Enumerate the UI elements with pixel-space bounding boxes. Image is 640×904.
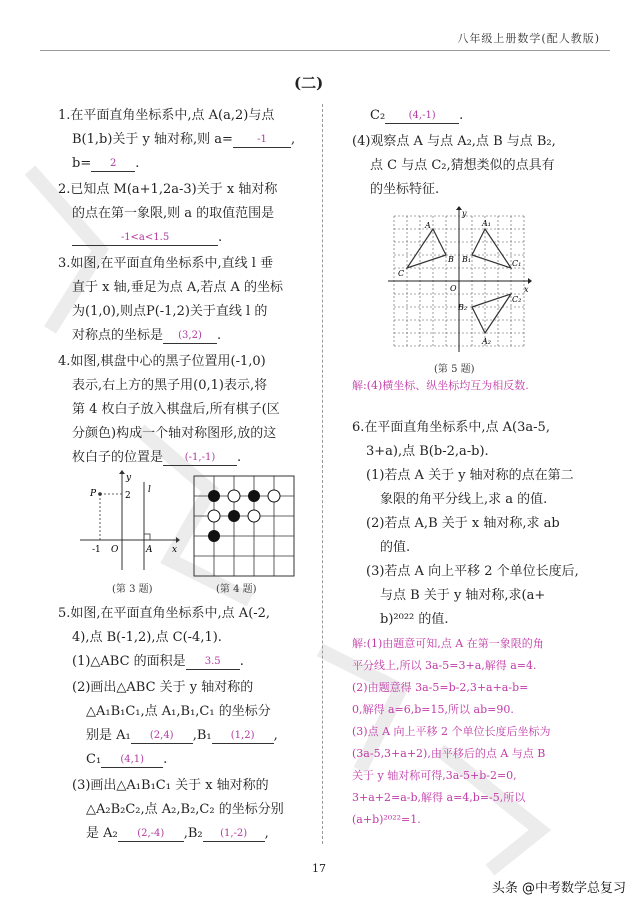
q6-solution-3: (2)由题意得 3a-5=b-2,3+a+a-b= (352, 681, 529, 694)
figure-5-coordinate-grid (384, 206, 534, 356)
q4-text: 枚白子的位置是 (72, 450, 164, 465)
q1-answer-b: 2 (91, 157, 135, 172)
fig3-label-neg1: -1 (92, 545, 101, 555)
q5-line1: 5.如图,在平面直角坐标系中,点 A(-2, (58, 606, 271, 621)
fig3-caption: (第 3 题) (112, 584, 153, 595)
fig5-label-A2: A₂ (482, 337, 491, 346)
q6-part3-line3: b)²⁰²² 的值. (380, 612, 449, 627)
q1-text: B(1,b)关于 y 轴对称,则 a= (72, 132, 233, 147)
q3-answer: (3,2) (163, 329, 217, 344)
q6-part3-line1: (3)若点 A 向上平移 2 个单位长度后, (366, 564, 579, 579)
fig5-label-y: y (462, 209, 467, 218)
q5-part2-line2: △A₁B₁C₁,点 A₁,B₁,C₁ 的坐标分 (86, 704, 271, 719)
fig5-label-A1: A₁ (482, 219, 491, 228)
black-stone (208, 490, 220, 502)
q5-answer-A2: (2,-4) (118, 827, 184, 842)
q6-part2-line2: 的值. (380, 540, 411, 555)
q6-part1-line1: (1)若点 A 关于 y 轴对称的点在第二 (366, 468, 574, 483)
fig3-label-A: A (146, 545, 153, 555)
q5-part3-C2-label: C₂ (370, 108, 386, 123)
fig5-label-C: C (398, 269, 405, 278)
q5-part3-line1: (3)画出△A₁B₁C₁ 关于 x 轴对称的 (72, 778, 269, 793)
q5-part1-text: (1)△ABC 的面积是 (72, 654, 186, 669)
q6-part3-line2: 与点 B 关于 y 轴对称,求(a+ (380, 588, 546, 603)
fig5-label-x: x (524, 285, 529, 294)
q5-part3-comma: , (264, 826, 269, 841)
black-stone (248, 490, 260, 502)
q5-part4-line3: 的坐标特征. (370, 182, 440, 197)
q5-answer-C2: (4,-1) (385, 109, 459, 124)
fig5-caption: (第 5 题) (434, 364, 475, 375)
white-stone (268, 490, 280, 502)
q2-answer: -1<a<1.5 (72, 231, 218, 246)
q5-part4-line1: (4)观察点 A 与点 A₂,点 B 与点 B₂, (352, 134, 556, 149)
fig5-label-C2: C₂ (512, 295, 522, 304)
q4-line4: 分颜色)构成一个轴对称图形,放的这 (72, 426, 277, 441)
q1-line2 (72, 132, 295, 148)
q6-solution-7: 关于 y 轴对称可得,3a-5+b-2=0, (352, 769, 517, 782)
q6-part1-line2: 象限的角平分线上,求 a 的值. (380, 492, 548, 507)
page-number: 17 (312, 862, 326, 875)
fig3-label-x: x (172, 545, 178, 555)
q3-line2: 直于 x 轴,垂足为点 A,若点 A 的坐标 (72, 280, 284, 295)
fig3-label-y: y (126, 473, 132, 483)
q1-answer-a: -1 (233, 133, 291, 148)
q6-line2: 3+a),点 B(b-2,a-b). (366, 444, 489, 459)
q1-b-label: b= (72, 156, 92, 171)
q5-part3-line2: △A₂B₂C₂,点 A₂,B₂,C₂ 的坐标分别 (86, 802, 284, 817)
q3-line4 (72, 328, 221, 344)
fig3-label-O: O (111, 545, 119, 555)
q5-answer-A1: (2,4) (131, 729, 193, 744)
q1-line1: 1.在平面直角坐标系中,点 A(a,2)与点 (58, 108, 275, 123)
q3-line3: 为(1,0),则点P(-1,2)关于直线 l 的 (72, 304, 268, 319)
fig3-label-l: l (148, 485, 151, 495)
q6-part2-line1: (2)若点 A,B 关于 x 轴对称,求 ab (366, 516, 560, 531)
fig5-label-O: O (450, 284, 457, 293)
column-divider (322, 104, 323, 844)
q5-part2-B1-label: ,B₁ (192, 728, 212, 743)
q5-answer-C1: (4,1) (101, 753, 163, 768)
fig5-label-B1: B₁ (462, 255, 472, 264)
q5-part2-period: . (163, 752, 168, 767)
q6-solution-5: (3)点 A 向上平移 2 个单位长度后坐标为 (352, 725, 551, 738)
fig5-label-A: A (425, 221, 431, 230)
q3-text: 对称点的坐标是 (72, 328, 164, 343)
black-stone (208, 530, 220, 542)
header-rule (40, 50, 610, 51)
q2-line2: 的点在第一象限,则 a 的取值范围是 (72, 206, 275, 221)
fig5-label-B2: B₂ (458, 303, 468, 312)
q6-solution-2: 平分线上,所以 3a-5=3+a,解得 a=4. (352, 659, 537, 672)
q1-period: . (135, 156, 140, 171)
q5-part3-A2-label: 是 A₂ (86, 826, 118, 841)
fig3-label-2: 2 (125, 491, 131, 501)
fig5-label-C1: C₁ (512, 259, 522, 268)
section-title: (二) (294, 74, 324, 92)
q1-comma: , (290, 132, 296, 147)
q2-line1: 2.已知点 M(a+1,2a-3)关于 x 轴对称 (58, 182, 278, 197)
q3-period: . (217, 328, 222, 343)
q2-line3 (72, 230, 222, 246)
q5-part3-line3 (86, 826, 269, 842)
q5-part2-line4 (86, 752, 167, 768)
fig5-label-B: B (448, 255, 454, 264)
figure-4-chessboard (192, 474, 296, 578)
q5-part1-period: . (239, 654, 244, 669)
black-stone (228, 510, 240, 522)
q5-answer-B1: (1,2) (212, 729, 274, 744)
q6-solution-9: (a+b)²⁰²²=1. (352, 813, 421, 826)
q6-solution-4: 0,解得 a=6,b=15,所以 ab=90. (352, 703, 514, 716)
q5-part4-line2: 点 C 与点 C₂,猜想类似的点具有 (370, 158, 555, 173)
fig4-caption: (第 4 题) (216, 584, 257, 595)
q5-part3-line4 (370, 108, 463, 124)
q1-line3 (72, 156, 139, 172)
q5-answer-B2: (1,-2) (203, 827, 265, 842)
q5-part2-line3 (86, 728, 278, 744)
q6-solution-8: 3+a+2=a-b,解得 a=4,b=-5,所以 (352, 791, 526, 804)
q5-part2-comma: , (273, 728, 278, 743)
q4-line2: 表示,右上方的黑子用(0,1)表示,将 (72, 378, 268, 393)
q6-solution-6: (3a-5,3+a+2),由平移后的点 A 与点 B (352, 747, 546, 760)
q4-line5 (72, 450, 241, 466)
q3-line1: 3.如图,在平面直角坐标系中,直线 l 垂 (58, 256, 274, 271)
q5-part2-line1: (2)画出△ABC 关于 y 轴对称的 (72, 680, 254, 695)
q5-solution: 解:(4)横坐标、纵坐标均互为相反数. (352, 379, 529, 392)
q6-solution-1: 解:(1)由题意可知,点 A 在第一象限的角 (352, 637, 544, 650)
q4-answer: (-1,-1) (163, 451, 237, 466)
white-stone (228, 490, 240, 502)
q5-part2-C1-label: C₁ (86, 752, 102, 767)
source-watermark: 头条 @中考数学总复习 (491, 881, 626, 896)
q5-part3-period: . (459, 108, 464, 123)
white-stone (248, 510, 260, 522)
q4-line3: 第 4 枚白子放入棋盘后,所有棋子(区 (72, 402, 280, 417)
triangle-A1B1C1 (472, 229, 511, 268)
q5-part1-answer: 3.5 (186, 655, 240, 670)
triangle-ABC (407, 229, 446, 268)
q4-line1: 4.如图,棋盘中心的黑子位置用(-1,0) (58, 354, 266, 369)
q2-period: . (218, 230, 223, 245)
q5-part2-A1-label: 别是 A₁ (86, 728, 131, 743)
q5-part1 (72, 654, 244, 670)
page-header: 八年级上册数学(配人教版) (457, 32, 600, 45)
white-stone (208, 510, 220, 522)
triangle-A2B2C2 (472, 294, 511, 333)
q6-line1: 6.在平面直角坐标系中,点 A(3a-5, (352, 420, 550, 435)
fig3-label-P: P (90, 489, 97, 499)
figure-3 (80, 470, 180, 574)
q4-period: . (237, 450, 242, 465)
q5-line2: 4),点 B(-1,2),点 C(-4,1). (72, 630, 222, 645)
q5-part3-B2-label: ,B₂ (183, 826, 203, 841)
